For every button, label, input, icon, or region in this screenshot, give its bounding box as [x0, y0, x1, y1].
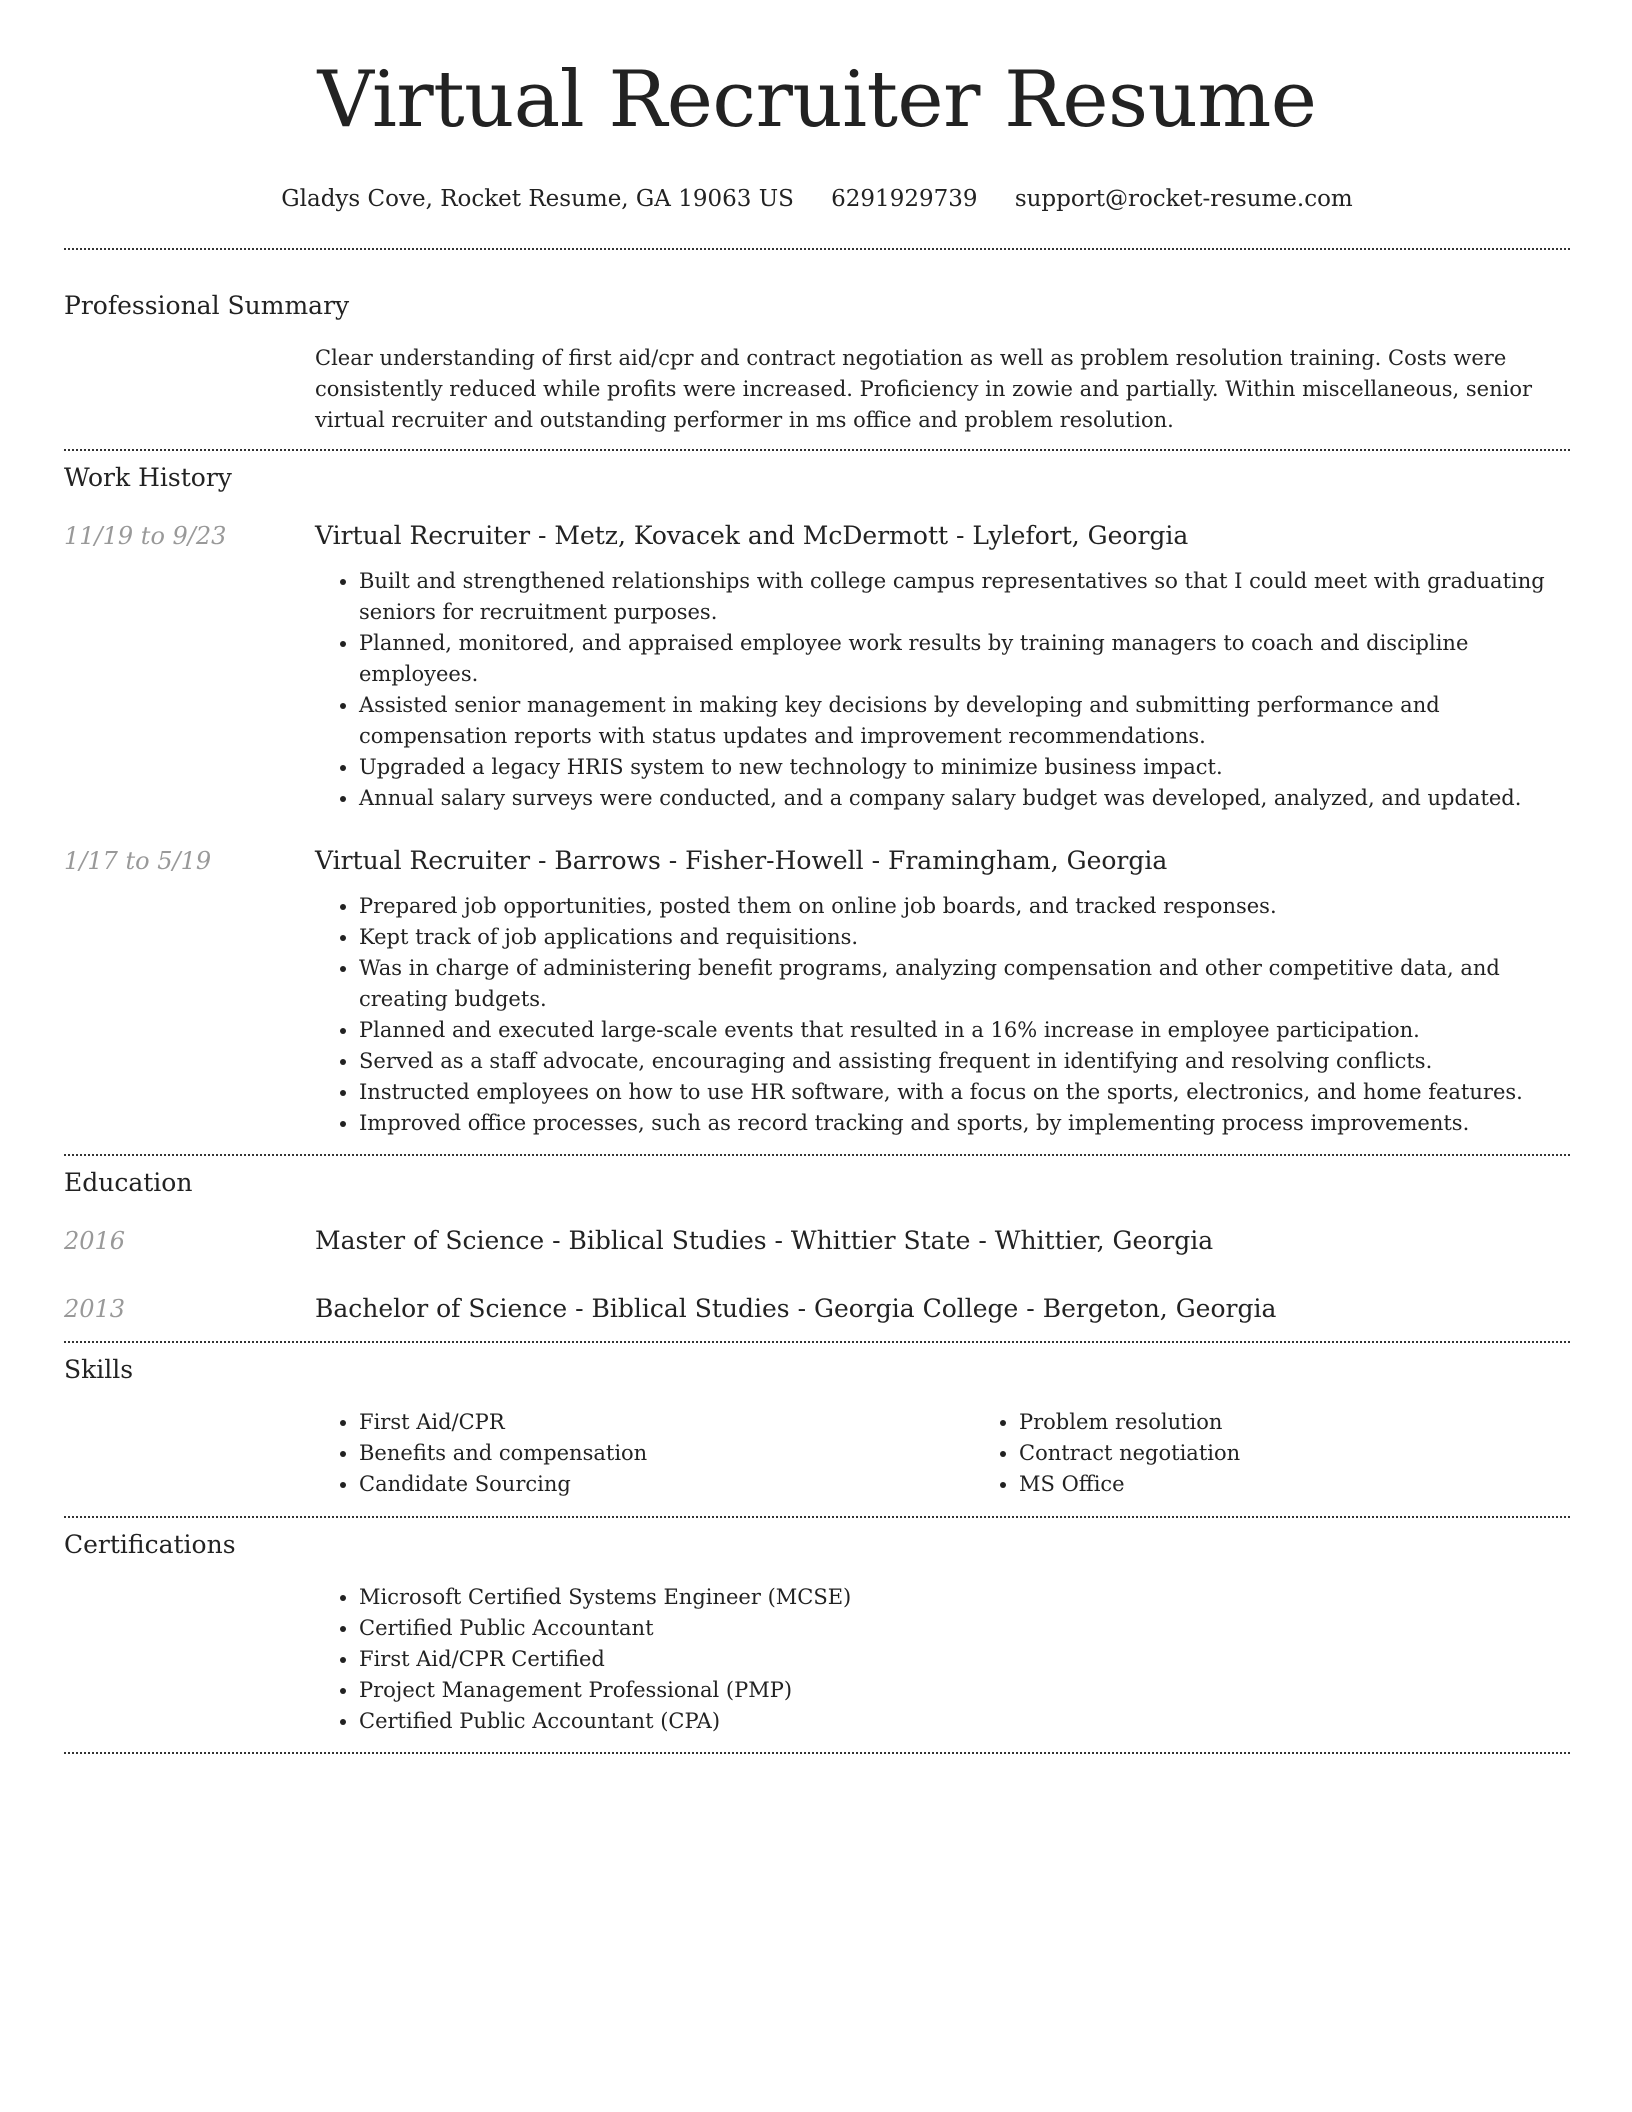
- list-item: • Built and strengthened relationships with college campus representatives so that I could meet with graduating seniors for recruitment purposes.: [359, 566, 1570, 628]
- list-item: • Certified Public Accountant: [359, 1613, 1570, 1644]
- list-item: • Served as a staff advocate, encouraging and assisting frequent in identifying and resolving conflicts.: [359, 1046, 1570, 1077]
- list-item: • First Aid/CPR: [359, 1407, 975, 1438]
- list-item: • Annual salary surveys were conducted, and a company salary budget was developed, analyzed, and updated.: [359, 783, 1570, 814]
- list-item: • Was in charge of administering benefit programs, analyzing compensation and other competitive data, and creating budgets.: [359, 953, 1570, 1015]
- certifications-section: [64, 1518, 1570, 1737]
- job-entry: [64, 844, 1570, 1139]
- list-item: • Candidate Sourcing: [359, 1469, 975, 1500]
- list-item: • Upgraded a legacy HRIS system to new technology to minimize business impact.: [359, 752, 1570, 783]
- resume-page: [64, 0, 1570, 1754]
- list-item: • First Aid/CPR Certified: [359, 1644, 1570, 1675]
- job-dates: 11/19 to 9/23: [64, 522, 227, 550]
- list-item: • Kept track of job applications and requisitions.: [359, 922, 1570, 953]
- list-item: • Planned and executed large-scale events that resulted in a 16% increase in employee participation.: [359, 1015, 1570, 1046]
- list-item: • Certified Public Accountant (CPA): [359, 1706, 1570, 1737]
- contact-line: [64, 184, 1570, 214]
- education-year: 2013: [64, 1295, 126, 1323]
- job-dates: 1/17 to 5/19: [64, 847, 212, 875]
- job-bullets: [315, 566, 1570, 814]
- education-section: [64, 1156, 1570, 1326]
- list-item: • Project Management Professional (PMP): [359, 1675, 1570, 1706]
- summary-heading: Professional Summary: [64, 291, 350, 320]
- list-item: • Benefits and compensation: [359, 1438, 975, 1469]
- divider: [64, 1752, 1570, 1754]
- list-item: • Instructed employees on how to use HR software, with a focus on the sports, electronics, and home features.: [359, 1077, 1570, 1108]
- list-item: • Contract negotiation: [1019, 1438, 1632, 1469]
- job-title: Virtual Recruiter - Barrows - Fisher-Howell - Framingham, Georgia: [315, 846, 1168, 875]
- list-item: • Microsoft Certified Systems Engineer (MCSE): [359, 1582, 1570, 1613]
- job-title: Virtual Recruiter - Metz, Kovacek and McDermott - Lylefort, Georgia: [315, 521, 1189, 550]
- education-degree: Bachelor of Science - Biblical Studies - Georgia College - Bergeton, Georgia: [315, 1294, 1277, 1323]
- list-item: • Improved office processes, such as record tracking and sports, by implementing process improvements.: [359, 1108, 1570, 1139]
- summary-section: [64, 250, 1570, 436]
- skills-heading: Skills: [64, 1355, 134, 1384]
- summary-text: Clear understanding of first aid/cpr and contract negotiation as well as problem resolution training. Costs were consistently reduced while profits were increased. Proficiency in zowie and partially. Within miscellaneous, senior virtual recruiter and outstanding performer in ms office and problem resolution.: [315, 346, 1533, 432]
- education-entry: [64, 1292, 1570, 1326]
- contact-address: Gladys Cove, Rocket Resume, GA 19063 US: [281, 186, 794, 212]
- resume-title: Virtual Recruiter Resume: [317, 55, 1317, 145]
- skills-list-1: [315, 1407, 975, 1500]
- skills-section: [64, 1343, 1570, 1500]
- education-entry: [64, 1224, 1570, 1258]
- education-heading: Education: [64, 1168, 193, 1197]
- list-item: • Assisted senior management in making key decisions by developing and submitting performance and compensation reports with status updates and improvement recommendations.: [359, 690, 1570, 752]
- certifications-heading: Certifications: [64, 1530, 236, 1559]
- certifications-list: [315, 1582, 1570, 1737]
- contact-phone: 6291929739: [831, 186, 978, 212]
- skills-list-2: [975, 1407, 1632, 1500]
- list-item: • Problem resolution: [1019, 1407, 1632, 1438]
- list-item: • MS Office: [1019, 1469, 1632, 1500]
- contact-email: support@rocket-resume.com: [1014, 186, 1353, 212]
- job-bullets: [315, 891, 1570, 1139]
- list-item: • Planned, monitored, and appraised employee work results by training managers to coach and discipline employees.: [359, 628, 1570, 690]
- job-entry: [64, 519, 1570, 814]
- work-heading: Work History: [64, 463, 232, 492]
- education-degree: Master of Science - Biblical Studies - Whittier State - Whittier, Georgia: [315, 1226, 1214, 1255]
- work-section: [64, 451, 1570, 1139]
- education-year: 2016: [64, 1227, 126, 1255]
- list-item: • Prepared job opportunities, posted them on online job boards, and tracked responses.: [359, 891, 1570, 922]
